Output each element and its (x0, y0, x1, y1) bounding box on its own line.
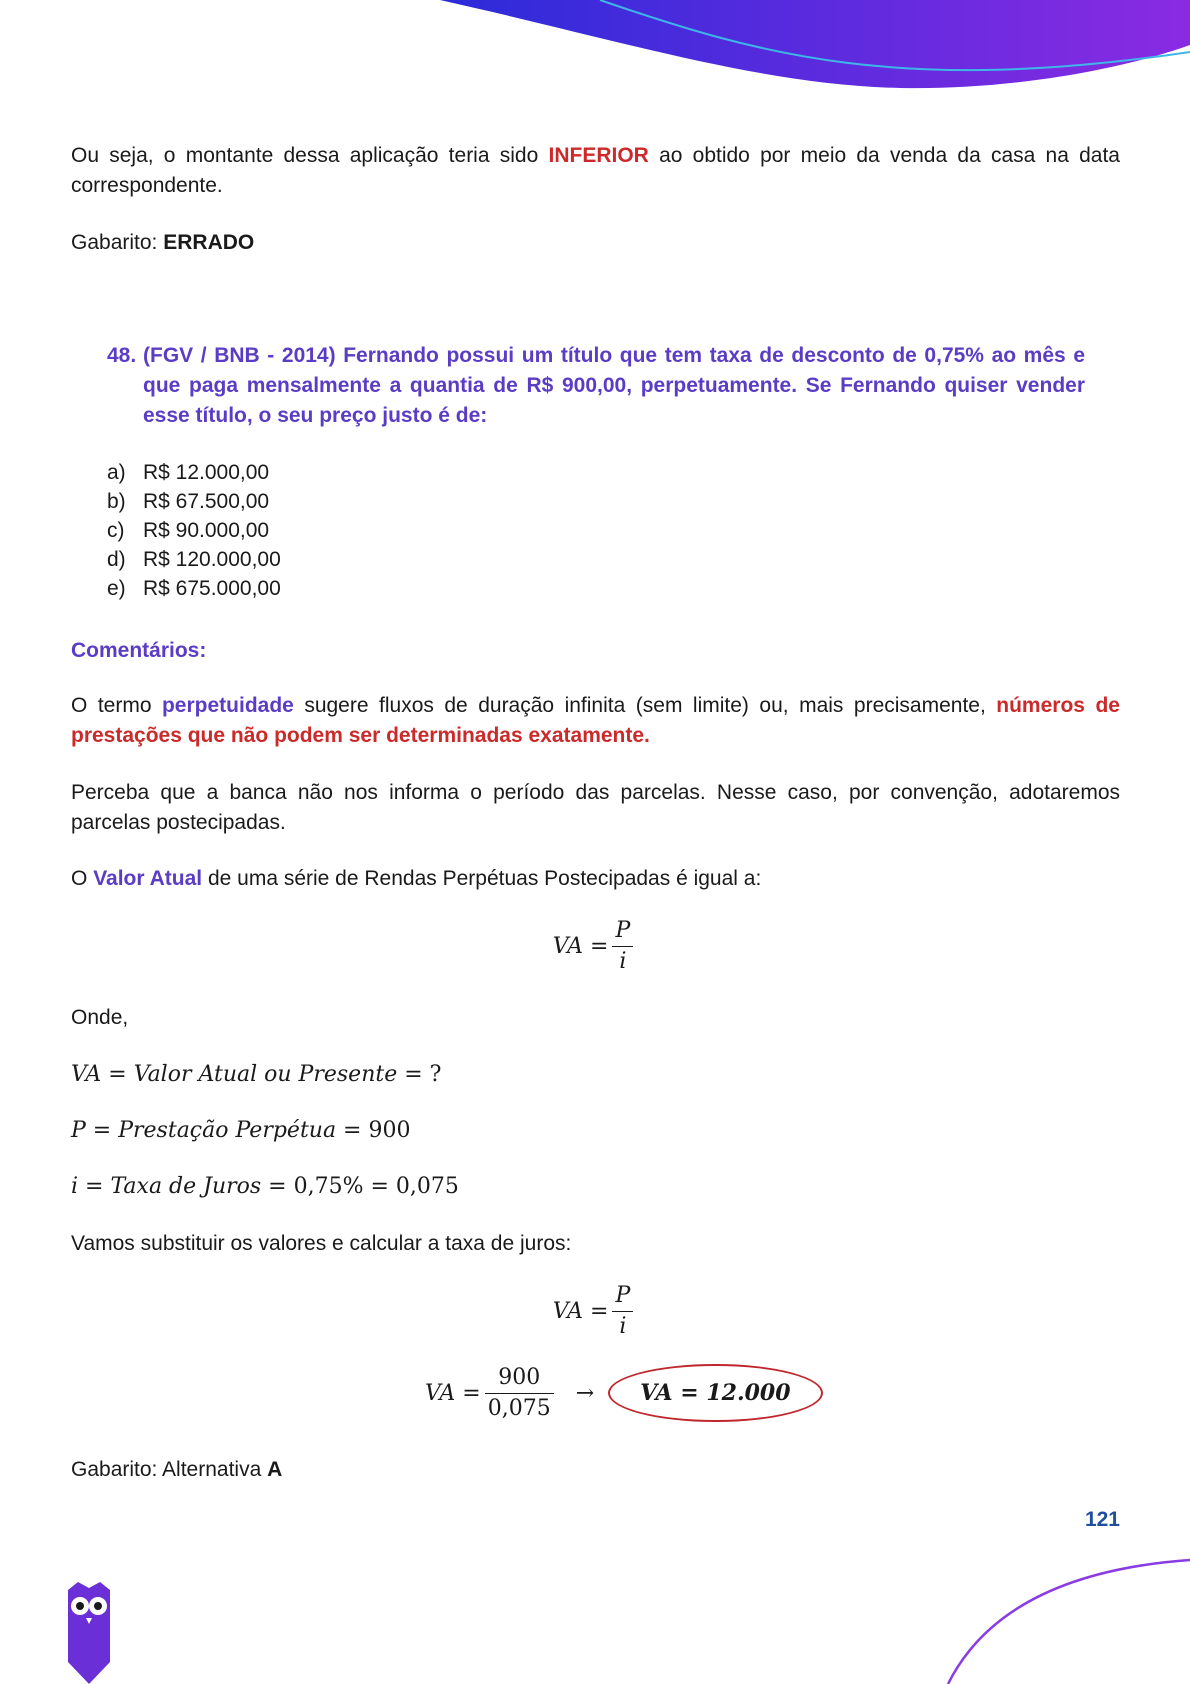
comments-heading: Comentários: (71, 639, 207, 662)
option-e (107, 574, 281, 603)
postecipadas-paragraph: Perceba que a banca não nos informa o período das parcelas. Nesse caso, por convenção, adotaremos parcelas postecipadas. (71, 781, 1120, 834)
intro-text-1: Ou seja, o montante dessa aplicação teria sido (71, 144, 539, 167)
definition-i (71, 1171, 459, 1203)
page-number: 121 (1084, 1508, 1120, 1531)
definition-lhs: P = Prestação Perpétua = (71, 1118, 369, 1143)
owl-logo-icon (64, 1578, 114, 1684)
footer-decoration (940, 1550, 1190, 1684)
gabarito-errado (71, 228, 254, 258)
option-letter: d) (107, 548, 126, 571)
formula-fraction (485, 1365, 554, 1422)
result-text: VA = 12.000 (640, 1380, 791, 1406)
para3-text-c: de uma série de Rendas Perpétuas Postecipadas é igual a: (207, 867, 762, 890)
option-text: R$ 12.000,00 (143, 461, 270, 484)
gabarito-value: A (267, 1458, 283, 1481)
formula-denominator: i (619, 1314, 627, 1339)
formula-lhs: VA = (425, 1380, 481, 1406)
option-letter: c) (107, 519, 125, 542)
definition-p (71, 1115, 410, 1147)
formula-va-p-over-i-repeat (0, 1283, 1190, 1340)
option-d (107, 545, 281, 574)
header-decoration (0, 0, 1190, 100)
formula-fraction (612, 918, 633, 975)
question-number: 48. (107, 344, 137, 367)
formula-lhs: VA = (552, 934, 609, 959)
formula-denominator: i (619, 949, 627, 974)
gabarito-label: Gabarito: (71, 231, 158, 254)
formula-va-p-over-i (0, 918, 1190, 975)
option-b (107, 487, 269, 516)
formula-denominator: 0,075 (487, 1395, 551, 1421)
para3-highlight-valor-atual: Valor Atual (93, 867, 203, 890)
option-text: R$ 120.000,00 (143, 548, 281, 571)
gabarito-value: ERRADO (163, 231, 255, 254)
formula-lhs: VA = (552, 1299, 609, 1324)
formula-numerator: P (612, 918, 633, 947)
definition-va (71, 1059, 441, 1091)
intro-paragraph (71, 141, 1120, 201)
definition-rhs: 900 (368, 1118, 411, 1143)
gabarito-label: Gabarito: Alternativa (71, 1458, 262, 1481)
para3-text-a: O (71, 867, 88, 890)
substitute-sentence: Vamos substituir os valores e calcular a taxa de juros: (71, 1232, 572, 1255)
formula-numerator: 900 (485, 1365, 554, 1394)
para1-text-a: O termo (71, 694, 152, 717)
option-text: R$ 90.000,00 (143, 519, 270, 542)
onde-label: Onde, (71, 1006, 129, 1029)
option-text: R$ 67.500,00 (143, 490, 270, 513)
definition-lhs: i = Taxa de Juros = (71, 1174, 294, 1199)
option-letter: b) (107, 490, 126, 513)
definition-rhs: 0,75% = 0,075 (293, 1174, 459, 1199)
intro-highlight: INFERIOR (548, 144, 649, 167)
para1-highlight-perpetuidade: perpetuidade (161, 694, 294, 717)
option-c (107, 516, 269, 545)
option-letter: e) (107, 577, 126, 600)
definition-rhs: ? (429, 1062, 442, 1087)
formula-result (425, 1364, 823, 1422)
formula-numerator: P (612, 1283, 633, 1312)
formula-fraction (612, 1283, 633, 1340)
arrow-icon: → (575, 1380, 595, 1406)
definition-lhs: VA = Valor Atual ou Presente = (71, 1062, 430, 1087)
option-letter: a) (107, 461, 126, 484)
valor-atual-paragraph (71, 864, 1120, 894)
para1-highlight-numeros: números de prestações que não podem ser determinadas exatamente. (71, 694, 1120, 747)
option-text: R$ 675.000,00 (143, 577, 281, 600)
gabarito-alternativa (71, 1455, 282, 1485)
para1-text-c: sugere fluxos de duração infinita (sem limite) ou, mais precisamente, (304, 694, 986, 717)
perpetuity-paragraph (71, 691, 1120, 751)
result-circle (608, 1364, 822, 1422)
option-a (107, 458, 269, 487)
intro-text-2: ao obtido por meio da venda da casa na data correspondente. (71, 144, 1120, 197)
question-text: (FGV / BNB - 2014) Fernando possui um título que tem taxa de desconto de 0,75% ao mês e que paga mensalmente a quantia de R$ 900,00, perpetuamente. Se Fernando quiser vender esse título, o seu preço justo é de: (143, 344, 1085, 427)
